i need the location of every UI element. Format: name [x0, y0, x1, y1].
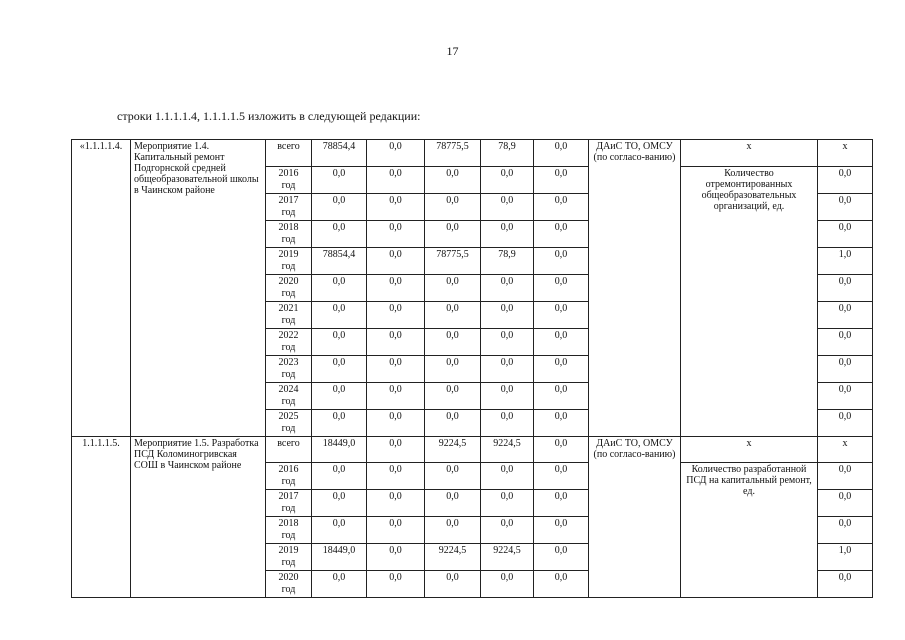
intro-text: строки 1.1.1.1.4, 1.1.1.1.5 изложить в следующей редакции:: [117, 109, 421, 123]
value-cell: 9224,5: [425, 544, 481, 571]
value-cell: 0,0: [481, 409, 534, 436]
value-cell: 78854,4: [312, 140, 367, 167]
value-cell: 0,0: [481, 193, 534, 220]
value-cell: 0,0: [425, 355, 481, 382]
value-cell: 0,0: [481, 571, 534, 598]
value-cell: 0,0: [534, 355, 589, 382]
executor-cell: ДАиС ТО, ОМСУ (по согласо-ванию): [589, 140, 681, 437]
value-cell: 0,0: [367, 301, 425, 328]
year-number: 2025: [278, 410, 299, 422]
year-suffix: год: [281, 368, 296, 380]
indicator-placeholder: х: [681, 140, 818, 167]
year-number: 2022: [278, 329, 299, 341]
year-cell: [266, 355, 312, 382]
activity-code: 1.1.1.1.5.: [72, 436, 131, 598]
year-number: 2018: [278, 518, 299, 529]
value-cell: 0,0: [534, 328, 589, 355]
value-cell: 0,0: [534, 274, 589, 301]
value-cell: 0,0: [534, 247, 589, 274]
value-cell: 0,0: [481, 301, 534, 328]
value-cell: 0,0: [312, 166, 367, 193]
year-cell: [266, 517, 312, 544]
value-cell: 0,0: [312, 355, 367, 382]
year-number: 2016: [278, 464, 299, 475]
year-cell: [266, 193, 312, 220]
value-cell: 0,0: [312, 517, 367, 544]
value-cell: 0,0: [312, 193, 367, 220]
indicator-value: 0,0: [818, 355, 873, 382]
value-cell: 0,0: [367, 355, 425, 382]
value-cell: 78,9: [481, 140, 534, 167]
value-cell: 0,0: [481, 463, 534, 490]
value-cell: 0,0: [312, 220, 367, 247]
value-cell: 0,0: [367, 436, 425, 463]
indicator-value: 0,0: [818, 490, 873, 517]
year-number: 2016: [278, 167, 299, 179]
value-cell: 0,0: [312, 490, 367, 517]
year-number: 2017: [278, 491, 299, 502]
value-cell: 0,0: [425, 517, 481, 544]
value-cell: 0,0: [534, 301, 589, 328]
value-cell: 78854,4: [312, 247, 367, 274]
value-cell: 0,0: [425, 301, 481, 328]
indicator-value: 0,0: [818, 409, 873, 436]
indicator-value: 0,0: [818, 220, 873, 247]
year-cell: [266, 382, 312, 409]
value-cell: 0,0: [312, 571, 367, 598]
value-cell: 0,0: [534, 382, 589, 409]
activity-code: «1.1.1.1.4.: [72, 140, 131, 437]
year-number: 2018: [278, 221, 299, 233]
value-cell: 0,0: [534, 517, 589, 544]
value-cell: 0,0: [425, 382, 481, 409]
value-cell: 0,0: [367, 517, 425, 544]
value-cell: 0,0: [481, 166, 534, 193]
value-cell: 0,0: [367, 409, 425, 436]
year-suffix: год: [281, 341, 296, 353]
indicator-name: Количество разработанной ПСД на капитальный ремонт, ед.: [681, 463, 818, 598]
year-suffix: год: [281, 314, 296, 326]
value-cell: 0,0: [312, 409, 367, 436]
indicator-value-placeholder: х: [818, 436, 873, 463]
year-suffix: год: [281, 287, 296, 299]
value-cell: 0,0: [425, 490, 481, 517]
indicator-value: 0,0: [818, 301, 873, 328]
value-cell: 0,0: [425, 220, 481, 247]
year-cell: [266, 490, 312, 517]
value-cell: 0,0: [425, 274, 481, 301]
value-cell: 0,0: [367, 220, 425, 247]
period-label: всего: [266, 140, 312, 167]
indicator-value: 0,0: [818, 463, 873, 490]
year-number: 2024: [278, 383, 299, 395]
value-cell: 0,0: [367, 193, 425, 220]
value-cell: 0,0: [534, 193, 589, 220]
activity-name: Мероприятие 1.4. Капитальный ремонт Подгорнской средней общеобразовательной школы в Чаинском районе: [131, 140, 266, 437]
indicator-value: 0,0: [818, 328, 873, 355]
value-cell: 9224,5: [481, 436, 534, 463]
value-cell: 0,0: [481, 490, 534, 517]
value-cell: 0,0: [534, 490, 589, 517]
year-suffix: год: [281, 422, 296, 434]
value-cell: 0,0: [425, 328, 481, 355]
value-cell: 0,0: [425, 463, 481, 490]
year-cell: [266, 571, 312, 598]
value-cell: 0,0: [534, 166, 589, 193]
value-cell: 0,0: [367, 140, 425, 167]
value-cell: 0,0: [425, 409, 481, 436]
year-cell: [266, 247, 312, 274]
value-cell: 18449,0: [312, 544, 367, 571]
year-suffix: год: [281, 179, 296, 191]
year-suffix: год: [281, 584, 296, 595]
value-cell: 0,0: [425, 571, 481, 598]
value-cell: 0,0: [367, 274, 425, 301]
value-cell: 0,0: [312, 328, 367, 355]
value-cell: 0,0: [534, 140, 589, 167]
year-suffix: год: [281, 233, 296, 245]
value-cell: 0,0: [367, 328, 425, 355]
value-cell: 0,0: [312, 463, 367, 490]
value-cell: 0,0: [534, 544, 589, 571]
value-cell: 9224,5: [425, 436, 481, 463]
value-cell: 0,0: [425, 166, 481, 193]
value-cell: 0,0: [367, 490, 425, 517]
value-cell: 0,0: [367, 247, 425, 274]
table-body: [72, 140, 873, 598]
year-suffix: год: [281, 530, 296, 541]
value-cell: 0,0: [481, 355, 534, 382]
year-number: 2023: [278, 356, 299, 368]
indicator-value-placeholder: х: [818, 140, 873, 167]
year-number: 2017: [278, 194, 299, 206]
year-suffix: год: [281, 260, 296, 272]
value-cell: 78775,5: [425, 140, 481, 167]
value-cell: 0,0: [481, 382, 534, 409]
value-cell: 0,0: [312, 382, 367, 409]
value-cell: 0,0: [367, 571, 425, 598]
indicator-value: 0,0: [818, 193, 873, 220]
period-label: всего: [266, 436, 312, 463]
table-row: [72, 140, 873, 167]
value-cell: 0,0: [481, 274, 534, 301]
year-number: 2020: [278, 572, 299, 583]
year-number: 2019: [278, 248, 299, 260]
value-cell: 0,0: [481, 220, 534, 247]
year-suffix: год: [281, 395, 296, 407]
indicator-value: 0,0: [818, 571, 873, 598]
value-cell: 0,0: [534, 409, 589, 436]
value-cell: 0,0: [481, 517, 534, 544]
program-table: [71, 139, 873, 598]
value-cell: 0,0: [481, 328, 534, 355]
indicator-value: 0,0: [818, 517, 873, 544]
indicator-value: 0,0: [818, 274, 873, 301]
value-cell: 0,0: [312, 274, 367, 301]
year-cell: [266, 463, 312, 490]
year-cell: [266, 544, 312, 571]
indicator-value: 0,0: [818, 166, 873, 193]
value-cell: 0,0: [367, 166, 425, 193]
activity-name: Мероприятие 1.5. Разработка ПСД Коломиногривская СОШ в Чаинском районе: [131, 436, 266, 598]
year-suffix: год: [281, 206, 296, 218]
year-cell: [266, 166, 312, 193]
value-cell: 0,0: [534, 463, 589, 490]
year-cell: [266, 301, 312, 328]
value-cell: 78,9: [481, 247, 534, 274]
year-suffix: год: [281, 557, 296, 568]
indicator-value: 1,0: [818, 247, 873, 274]
value-cell: 9224,5: [481, 544, 534, 571]
year-number: 2020: [278, 275, 299, 287]
indicator-value: 0,0: [818, 382, 873, 409]
year-suffix: год: [281, 476, 296, 487]
value-cell: 0,0: [367, 463, 425, 490]
value-cell: 0,0: [534, 571, 589, 598]
value-cell: 0,0: [425, 193, 481, 220]
indicator-placeholder: х: [681, 436, 818, 463]
value-cell: 0,0: [534, 220, 589, 247]
value-cell: 18449,0: [312, 436, 367, 463]
value-cell: 0,0: [367, 544, 425, 571]
year-cell: [266, 328, 312, 355]
executor-cell: ДАиС ТО, ОМСУ (по согласо-ванию): [589, 436, 681, 598]
value-cell: 78775,5: [425, 247, 481, 274]
year-cell: [266, 220, 312, 247]
indicator-value: 1,0: [818, 544, 873, 571]
table-row: [72, 436, 873, 463]
page-number: 17: [446, 44, 459, 58]
value-cell: 0,0: [367, 382, 425, 409]
year-number: 2021: [278, 302, 299, 314]
year-cell: [266, 409, 312, 436]
value-cell: 0,0: [534, 436, 589, 463]
value-cell: 0,0: [312, 301, 367, 328]
year-cell: [266, 274, 312, 301]
indicator-name: Количество отремонтированных общеобразовательных организаций, ед.: [681, 166, 818, 436]
year-suffix: год: [281, 503, 296, 514]
year-number: 2019: [278, 545, 299, 556]
